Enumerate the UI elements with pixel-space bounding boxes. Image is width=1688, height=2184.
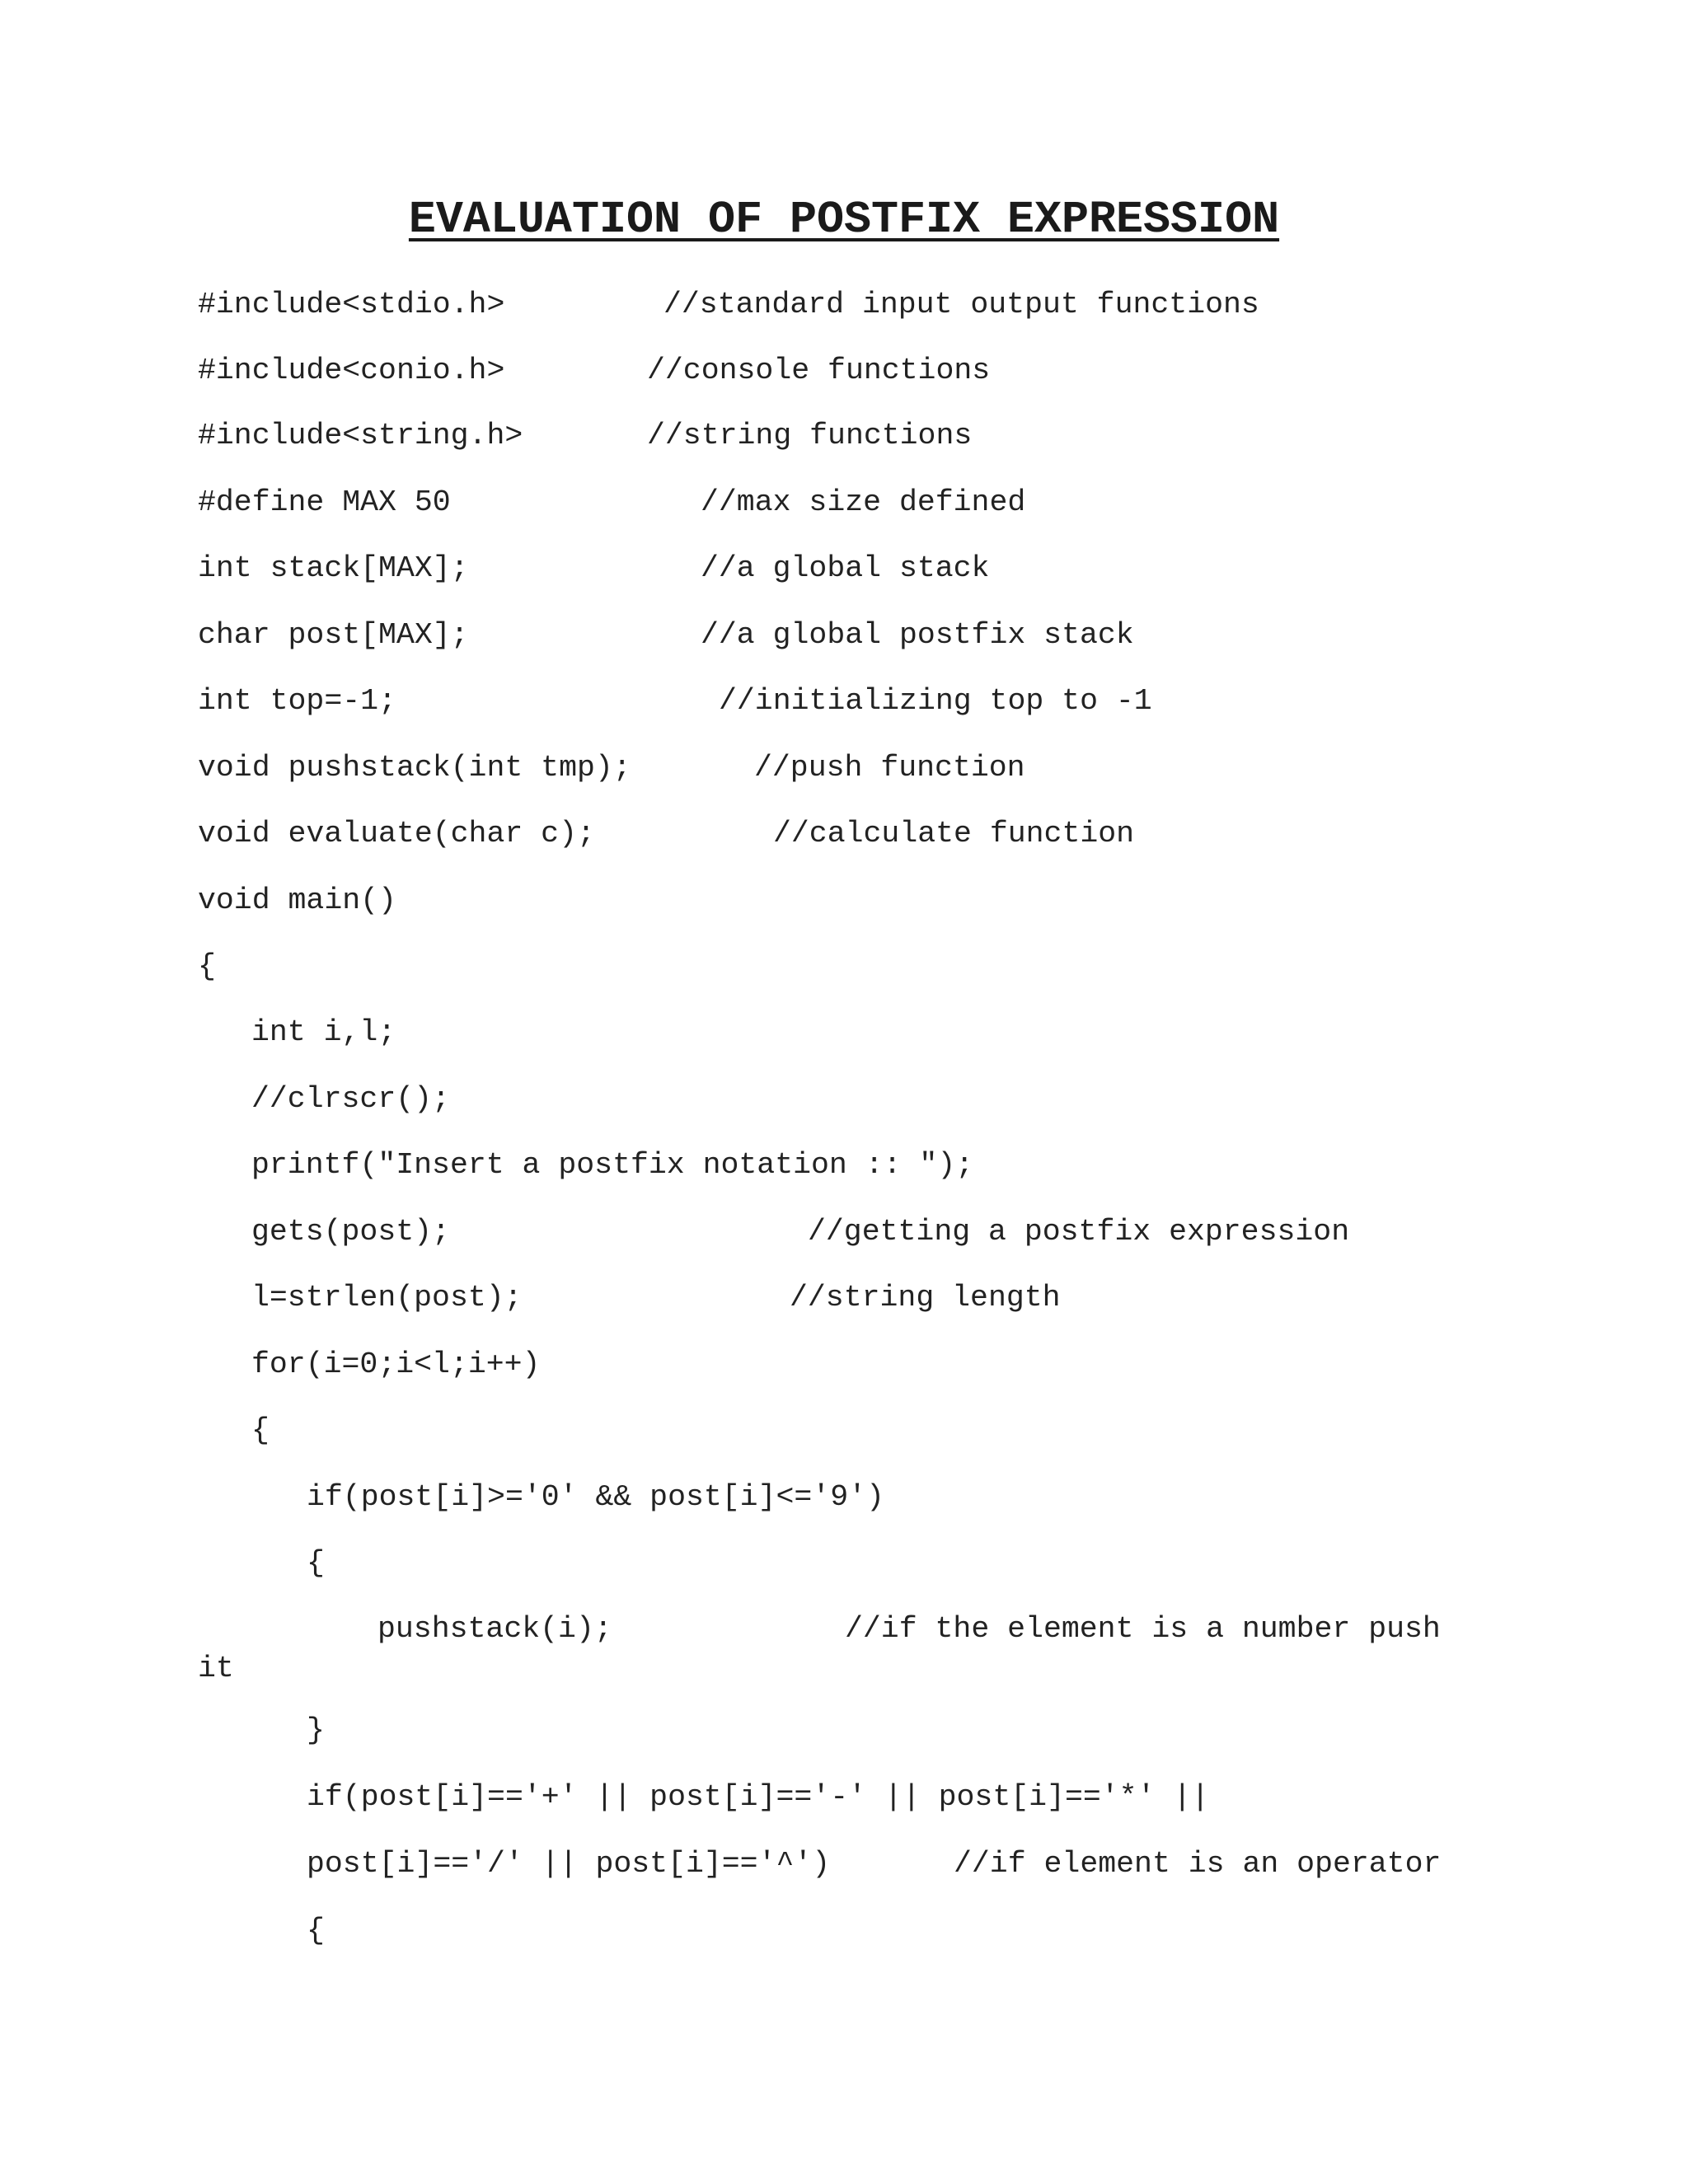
code-line: {	[251, 1413, 270, 1447]
code-line: void evaluate(char c);	[198, 817, 595, 851]
code-line: void pushstack(int tmp);	[198, 751, 631, 785]
code-comment: //if the element is a number push	[845, 1612, 1441, 1646]
code-line: if(post[i]>='0' && post[i]<='9')	[307, 1480, 884, 1514]
code-line: if(post[i]=='+' || post[i]=='-' || post[i]=='*' ||	[307, 1780, 1210, 1814]
code-line: pushstack(i);	[377, 1612, 612, 1646]
code-line: #include<conio.h>	[198, 354, 505, 387]
code-line: gets(post);	[251, 1215, 450, 1249]
code-line: {	[307, 1914, 325, 1947]
code-line: l=strlen(post);	[251, 1281, 523, 1315]
code-line: char post[MAX];	[198, 618, 469, 652]
code-comment: //calculate function	[773, 817, 1135, 851]
code-line: int i,l;	[251, 1015, 396, 1049]
code-comment: //initializing top to -1	[719, 684, 1152, 718]
code-line: int stack[MAX];	[198, 551, 469, 585]
code-comment: //string length	[790, 1281, 1061, 1315]
code-line: //clrscr();	[251, 1082, 450, 1116]
code-comment: //console functions	[647, 354, 991, 387]
code-line: void main()	[198, 883, 396, 917]
code-comment: //standard input output functions	[663, 288, 1259, 321]
code-comment: //if element is an operator	[954, 1847, 1442, 1881]
code-comment: //string functions	[647, 419, 973, 452]
code-comment: //a global stack	[701, 551, 990, 585]
code-line: printf("Insert a postfix notation :: ");	[251, 1148, 974, 1182]
code-line: for(i=0;i<l;i++)	[251, 1347, 541, 1381]
code-line: #include<stdio.h>	[198, 288, 505, 321]
code-comment: //getting a postfix expression	[808, 1215, 1350, 1249]
page-title: EVALUATION OF POSTFIX EXPRESSION	[408, 194, 1280, 246]
code-line: {	[307, 1546, 325, 1580]
code-line: it	[198, 1652, 234, 1685]
code-comment: //max size defined	[701, 485, 1026, 519]
code-line: int top=-1;	[198, 684, 396, 718]
code-comment: //a global postfix stack	[701, 618, 1134, 652]
code-line: #include<string.h>	[198, 419, 523, 452]
code-line: {	[198, 949, 216, 983]
code-comment: //push function	[754, 751, 1025, 785]
code-line: post[i]=='/' || post[i]=='^')	[307, 1847, 831, 1881]
code-line: #define MAX 50	[198, 485, 451, 519]
code-line: }	[307, 1713, 325, 1747]
